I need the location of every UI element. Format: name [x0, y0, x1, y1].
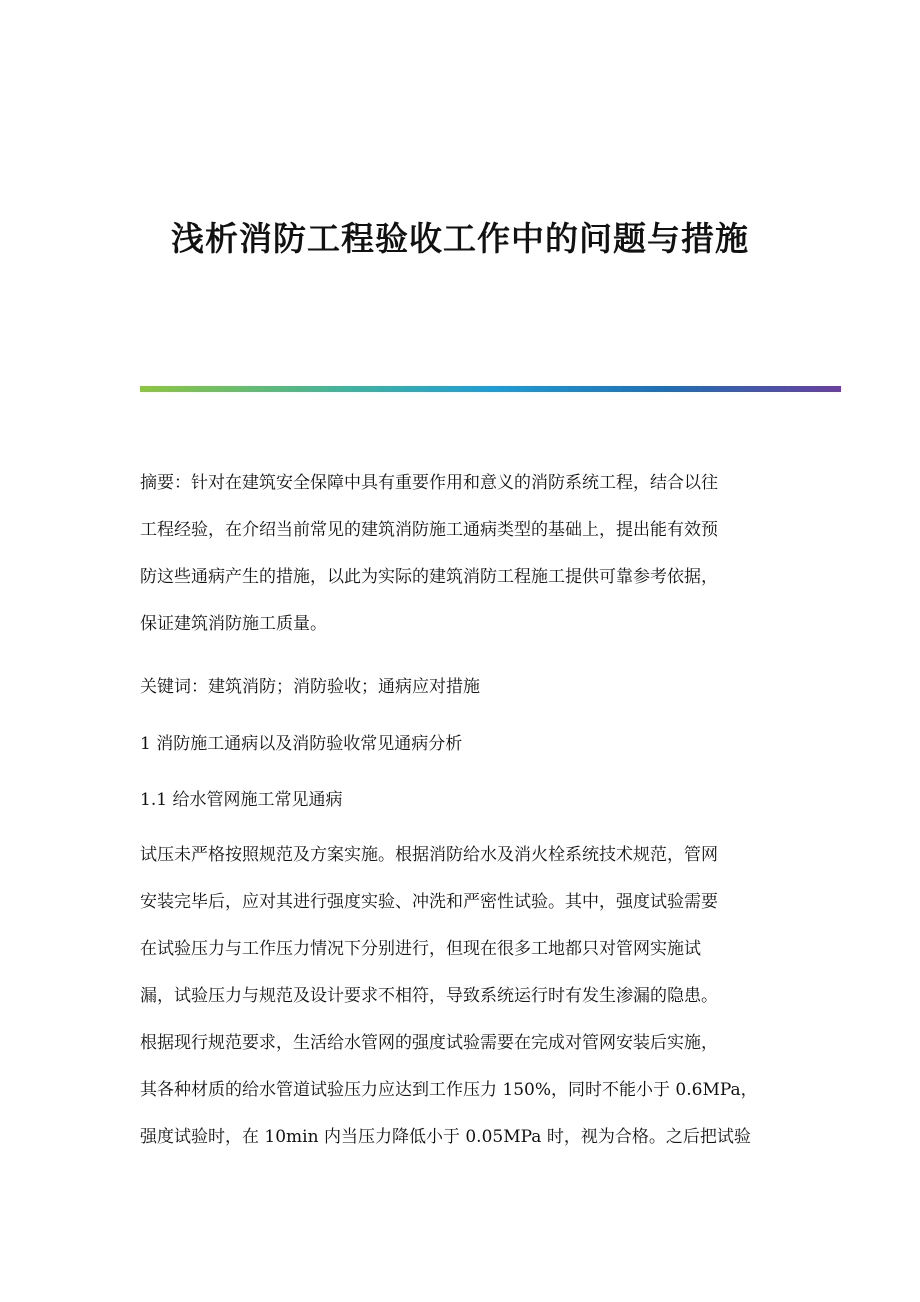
body-line: 其各种材质的给水管道试验压力应达到工作压力 150%，同时不能小于 0.6MPa，: [140, 1080, 758, 1100]
body-line: 在试验压力与工作压力情况下分别进行，但现在很多工地都只对管网实施试: [140, 939, 701, 959]
subsection-heading: 1.1 给水管网施工常见通病: [140, 790, 343, 810]
body-line: 根据现行规范要求，生活给水管网的强度试验需要在完成对管网安装后实施，: [140, 1033, 718, 1053]
abstract-paragraph: [140, 468, 780, 634]
body-line: 漏，试验压力与规范及设计要求不相符，导致系统运行时有发生渗漏的隐患。: [140, 986, 718, 1006]
keywords-line: 关键词：建筑消防；消防验收；通病应对措施: [140, 677, 480, 697]
body-line: 强度试验时，在 10min 内当压力降低小于 0.05MPa 时，视为合格。之后把试验: [140, 1127, 751, 1147]
body-line: 试压未严格按照规范及方案实施。根据消防给水及消火栓系统技术规范，管网: [140, 845, 718, 865]
body-line: 安装完毕后，应对其进行强度实验、冲洗和严密性试验。其中，强度试验需要: [140, 892, 718, 912]
title-divider: [140, 386, 841, 392]
document-title: 浅析消防工程验收工作中的问题与措施: [171, 219, 749, 258]
body-paragraph: [140, 840, 780, 1160]
abstract-line: 保证建筑消防施工质量。: [140, 614, 327, 634]
abstract-line: 工程经验，在介绍当前常见的建筑消防施工通病类型的基础上，提出能有效预: [140, 520, 718, 540]
section-heading: 1 消防施工通病以及消防验收常见通病分析: [140, 734, 463, 754]
abstract-line: 摘要：针对在建筑安全保障中具有重要作用和意义的消防系统工程，结合以往: [140, 473, 718, 493]
abstract-line: 防这些通病产生的措施，以此为实际的建筑消防工程施工提供可靠参考依据，: [140, 567, 718, 587]
